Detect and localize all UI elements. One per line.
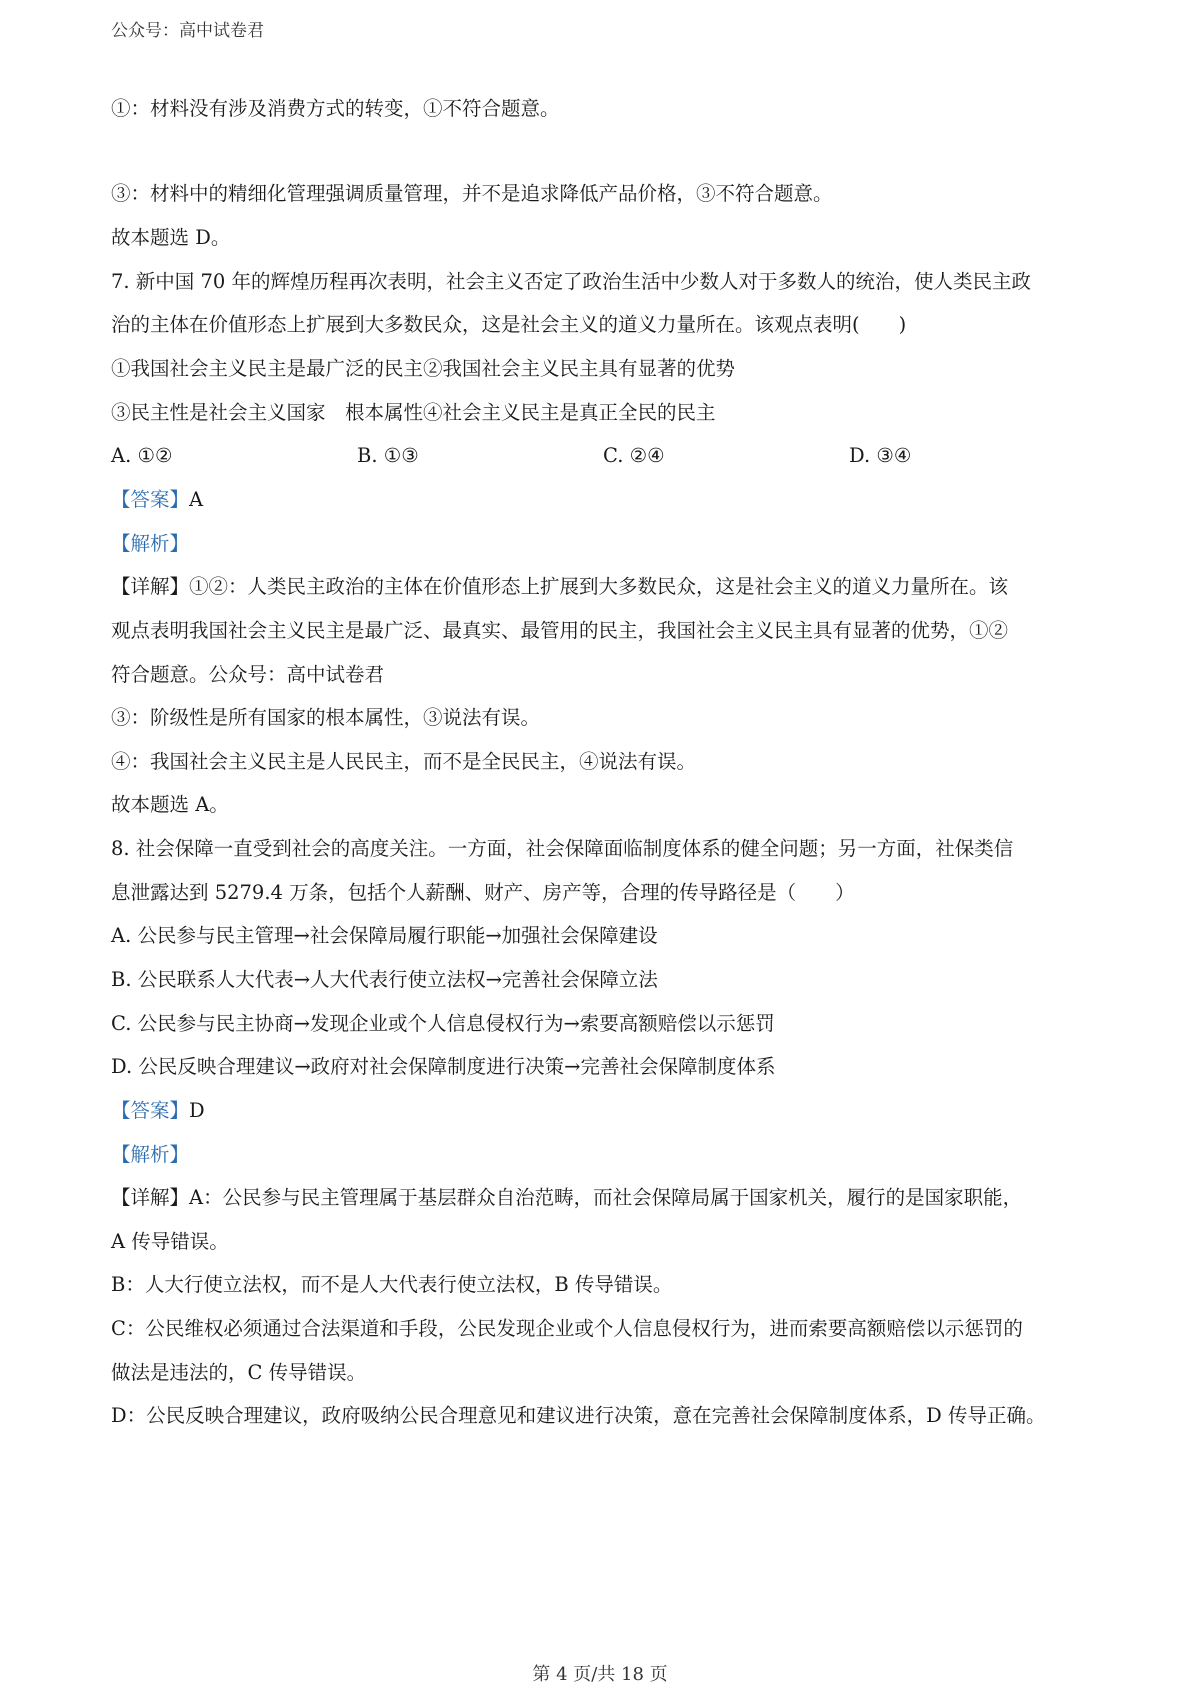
q7-option-c: C. ②④ [603,444,665,467]
q7-stem-line-1: 7. 新中国 70 年的辉煌历程再次表明，社会主义否定了政治生活中少数人对于多数人的统治，使人类民主政 [111,270,1032,293]
q7-detail-line-3: 符合题意。公众号：高中试卷君 [111,663,385,686]
q7-analysis-label: 【解析】 [111,532,190,555]
q7-option-b: B. ①③ [357,444,419,467]
q7-detail-line-1 [111,573,1101,601]
q7-stem-line-2: 治的主体在价值形态上扩展到大多数民众，这是社会主义的道义力量所在。该观点表明( ) [111,313,907,336]
q7-answer-value: A [189,488,204,511]
q7-statement-line-1: ①我国社会主义民主是最广泛的民主②我国社会主义民主具有显著的优势 [111,357,736,380]
q8-detail-text-1: A：公民参与民主管理属于基层群众自治范畴，而社会保障局属于国家机关，履行的是国家职能， [189,1186,1023,1209]
q8-analysis-label: 【解析】 [111,1143,190,1166]
q8-detail-line-6: D：公民反映合理建议，政府吸纳公民合理意见和建议进行决策，意在完善社会保障制度体系，D 传导正确。 [111,1404,1046,1427]
q8-answer-value: D [189,1099,205,1122]
q7-conclusion: 故本题选 A。 [111,793,229,816]
q8-answer [111,1097,1101,1125]
q7-detail-line-2: 观点表明我国社会主义民主是最广泛、最真实、最管用的民主，我国社会主义民主具有显著的优势，①② [111,619,1009,642]
q6-conclusion: 故本题选 D。 [111,226,231,249]
q6-analysis-line-2: ③：材料中的精细化管理强调质量管理，并不是追求降低产品价格，③不符合题意。 [111,182,833,205]
header-source: 公众号：高中试卷君 [111,21,264,41]
q7-option-a: A. ①② [111,444,173,467]
q7-answer-label: 【答案】 [111,488,190,511]
q8-detail-line-5: 做法是违法的，C 传导错误。 [111,1361,367,1384]
q8-answer-label: 【答案】 [111,1099,190,1122]
q8-detail-line-4: C：公民维权必须通过合法渠道和手段，公民发现企业或个人信息侵权行为，进而索要高额赔偿以示惩罚的 [111,1317,1023,1340]
page-number: 第 4 页/共 18 页 [532,1664,668,1685]
q7-detail-label: 【详解】 [111,575,190,598]
q8-stem-line-2: 息泄露达到 5279.4 万条，包括个人薪酬、财产、房产等，合理的传导路径是（ ） [111,881,855,904]
q8-stem-line-1: 8. 社会保障一直受到社会的高度关注。一方面，社会保障面临制度体系的健全问题；另一方面，社保类信 [111,837,1014,860]
q8-option-d: D. 公民反映合理建议→政府对社会保障制度进行决策→完善社会保障制度体系 [111,1055,776,1078]
q7-detail-text-1: ①②：人类民主政治的主体在价值形态上扩展到大多数民众，这是社会主义的道义力量所在。该 [189,575,1009,598]
q7-detail-line-4: ③：阶级性是所有国家的根本属性，③说法有误。 [111,706,541,729]
q8-detail-line-3: B：人大行使立法权，而不是人大代表行使立法权，B 传导错误。 [111,1273,673,1296]
q8-detail-label: 【详解】 [111,1186,190,1209]
q8-option-b: B. 公民联系人大代表→人大代表行使立法权→完善社会保障立法 [111,968,658,991]
q6-analysis-line-1: ①：材料没有涉及消费方式的转变，①不符合题意。 [111,97,560,120]
q8-detail-line-2: A 传导错误。 [111,1230,229,1253]
q7-statement-line-2: ③民主性是社会主义国家 根本属性④社会主义民主是真正全民的民主 [111,401,716,424]
q7-answer [111,486,1101,514]
q7-option-d: D. ③④ [849,444,912,467]
q8-option-a: A. 公民参与民主管理→社会保障局履行职能→加强社会保障建设 [111,924,658,947]
q8-detail-line-1 [111,1184,1101,1212]
q8-option-c: C. 公民参与民主协商→发现企业或个人信息侵权行为→索要高额赔偿以示惩罚 [111,1012,775,1035]
q7-detail-line-5: ④：我国社会主义民主是人民民主，而不是全民民主，④说法有误。 [111,750,697,773]
